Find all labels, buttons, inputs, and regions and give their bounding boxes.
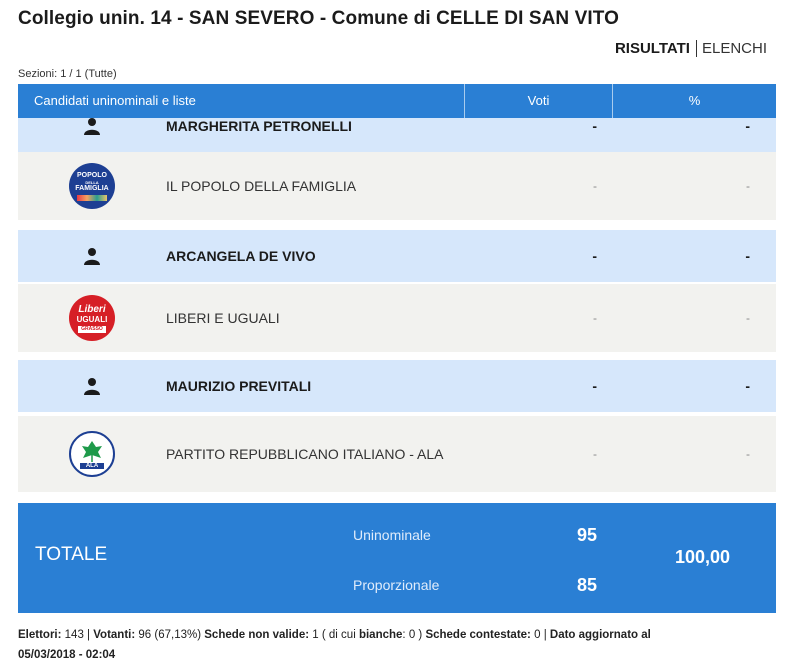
popolo-famiglia-logo: POPOLO DELLA FAMIGLIA (69, 163, 115, 209)
candidate-percent: - (745, 248, 750, 264)
candidate-percent: - (745, 378, 750, 394)
contestate-value: 0 (534, 629, 541, 641)
list-votes: - (593, 311, 597, 325)
person-icon (18, 377, 166, 395)
proporzionale-votes: 85 (577, 575, 598, 595)
results-table-body[interactable] (18, 118, 776, 498)
candidate-votes: - (592, 248, 597, 264)
uninominale-votes: 95 (577, 525, 598, 545)
votanti-value: 96 (67,13%) (138, 629, 202, 641)
page-title: Collegio unin. 14 - SAN SEVERO - Comune di CELLE DI SAN VITO (18, 8, 620, 29)
candidate-votes: - (592, 378, 597, 394)
table-header (18, 84, 776, 118)
elettori-value: 143 (64, 629, 84, 641)
header-percent[interactable]: % (688, 93, 701, 108)
candidate-votes: - (592, 118, 597, 134)
table-row-list (18, 284, 776, 352)
footer-summary: Elettori: 143 | Votanti: 96 (67,13%) Schede non valide: 1 ( di cui bianche: 0 ) Schede contestate: 0 | Dato aggiornato al 05/03/2018 - 02:04 (18, 629, 651, 661)
header-candidates[interactable]: Candidati uninominali e liste (18, 84, 465, 118)
header-votes[interactable]: Voti (465, 84, 613, 118)
list-votes: - (593, 447, 597, 461)
total-panel (18, 503, 776, 613)
update-timestamp: 05/03/2018 - 02:04 (18, 649, 116, 661)
liberi-uguali-logo: Liberi UGUALI GRASSO (69, 295, 115, 341)
non-valide-value: 1 (312, 629, 319, 641)
person-icon (18, 247, 166, 265)
person-icon (18, 118, 166, 135)
view-elenchi-link[interactable]: ELENCHI (701, 40, 767, 57)
list-percent: - (746, 179, 750, 193)
uninominale-label: Uninominale (353, 527, 431, 543)
list-name: LIBERI E UGUALI (166, 310, 280, 326)
pri-ala-logo: ALA (69, 431, 115, 477)
table-row-list (18, 152, 776, 220)
total-percent: 100,00 (675, 547, 731, 567)
list-name: PARTITO REPUBBLICANO ITALIANO - ALA (166, 446, 444, 462)
total-label: TOTALE (35, 544, 108, 565)
bianche-value: 0 ) (408, 629, 423, 641)
table-row-candidate (18, 118, 776, 152)
table-row-candidate (18, 230, 776, 282)
table-row-candidate (18, 360, 776, 412)
list-percent: - (746, 311, 750, 325)
candidate-percent: - (745, 118, 750, 134)
list-name: IL POPOLO DELLA FAMIGLIA (166, 178, 357, 194)
list-percent: - (746, 447, 750, 461)
candidate-name: MARGHERITA PETRONELLI (166, 118, 352, 134)
proporzionale-label: Proporzionale (353, 577, 440, 593)
table-row-list (18, 416, 776, 492)
sections-count: Sezioni: 1 / 1 (Tutte) (18, 68, 117, 80)
view-switch (615, 40, 767, 57)
list-votes: - (593, 179, 597, 193)
candidate-name: MAURIZIO PREVITALI (166, 378, 312, 394)
candidate-name: ARCANGELA DE VIVO (166, 248, 316, 264)
view-risultati-link[interactable]: RISULTATI (615, 40, 697, 57)
